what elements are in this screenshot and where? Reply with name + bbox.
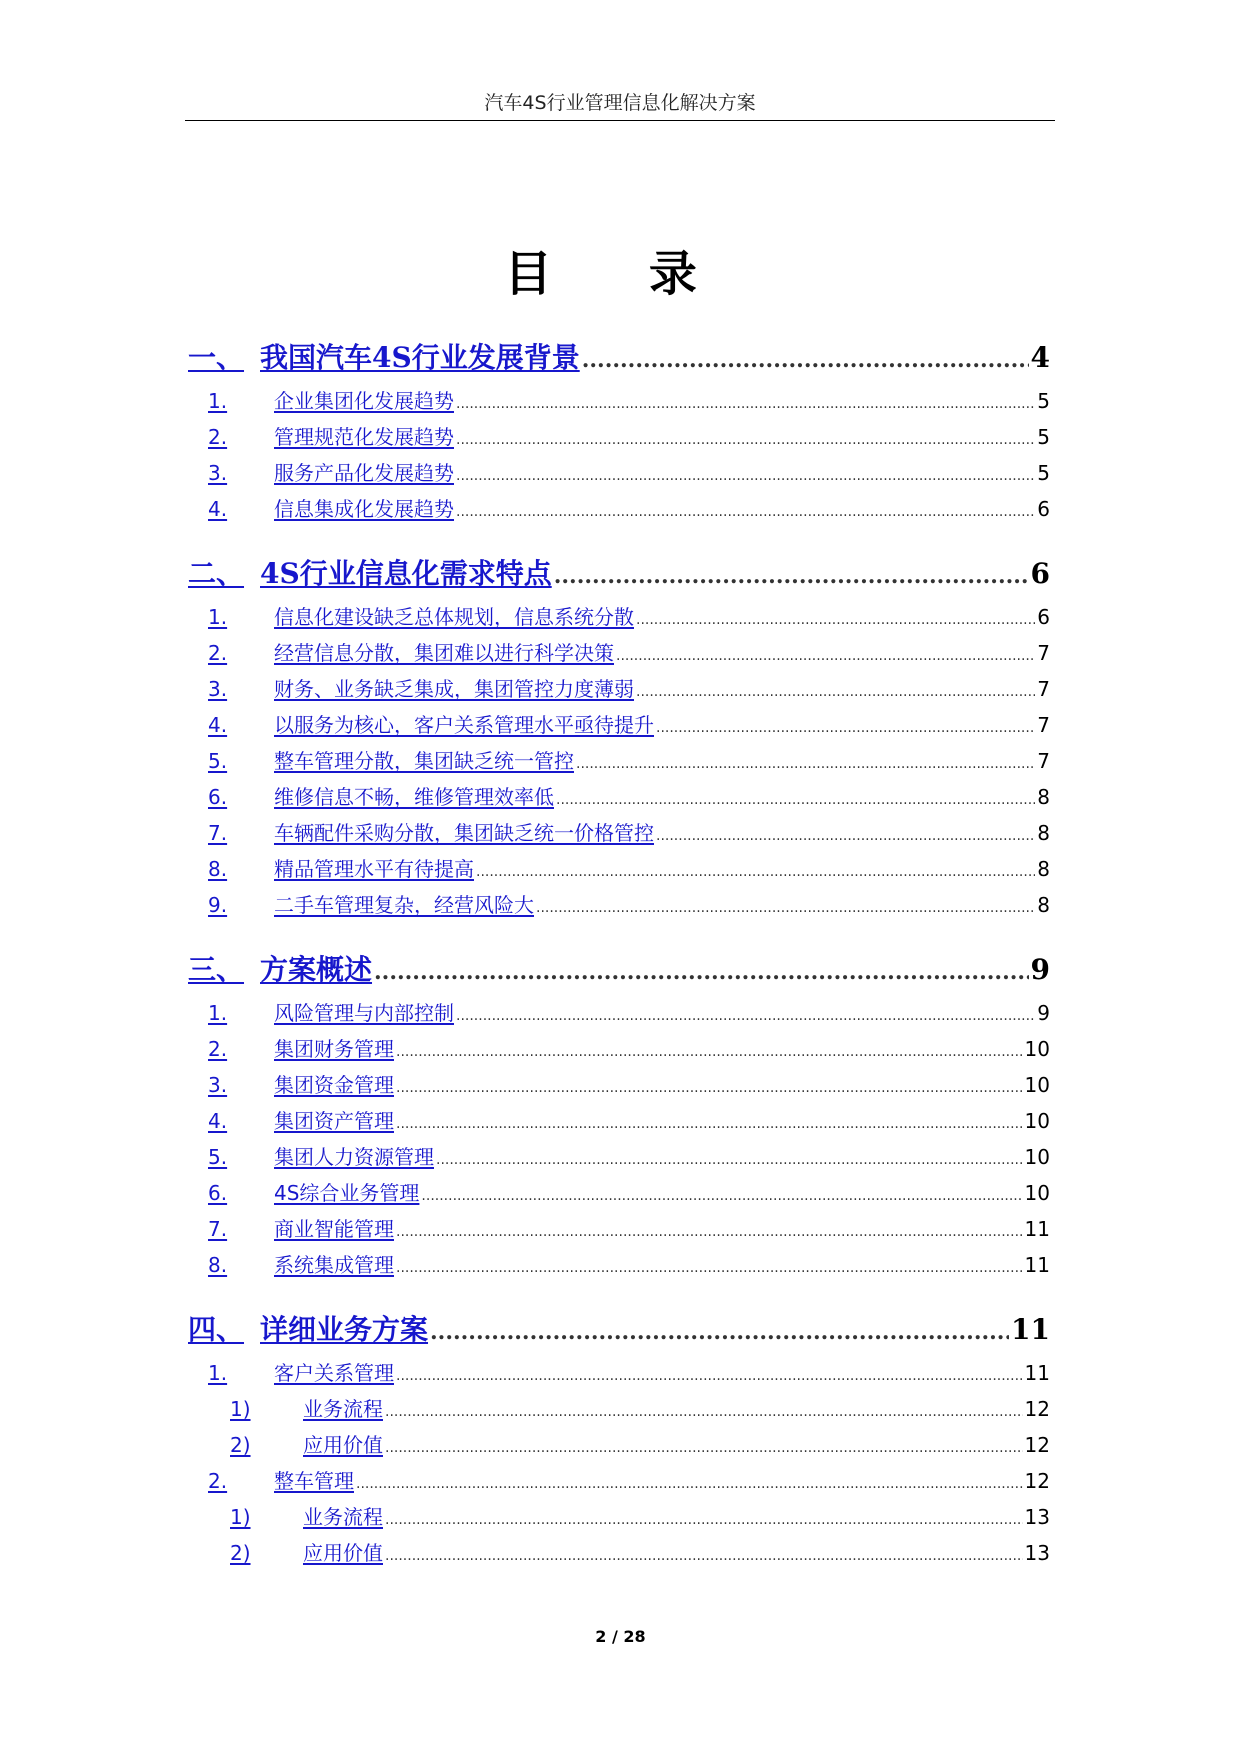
toc-entry-number: 2) xyxy=(230,1433,251,1457)
toc-entry-page: 5 xyxy=(1037,461,1050,485)
toc-entry-page: 9 xyxy=(1037,1001,1050,1025)
toc-entry-title: 维修信息不畅，维修管理效率低 xyxy=(274,785,554,809)
toc-entry-number: 7. xyxy=(208,1217,228,1241)
toc-dot-leader xyxy=(430,1319,1009,1345)
toc-entry-number: 1. xyxy=(208,1001,228,1025)
toc-dot-leader xyxy=(396,1116,1023,1132)
toc-entry xyxy=(188,948,1050,988)
toc-entry-link[interactable] xyxy=(188,745,574,774)
page-header: 汽车4S行业管理信息化解决方案 xyxy=(484,92,756,114)
toc-dot-leader xyxy=(396,1260,1023,1276)
toc-dot-leader xyxy=(476,864,1035,880)
toc-entry-link[interactable] xyxy=(188,853,474,882)
toc-entry-page: 13 xyxy=(1024,1505,1050,1529)
toc-entry-number: 8. xyxy=(208,1253,228,1277)
toc-entry-link[interactable] xyxy=(188,552,552,592)
toc-entry-link[interactable] xyxy=(188,1429,383,1458)
toc-entry xyxy=(188,552,1050,592)
toc-entry-page: 8 xyxy=(1037,821,1050,845)
toc-entry-page: 8 xyxy=(1037,785,1050,809)
toc-entry-title: 风险管理与内部控制 xyxy=(274,1001,454,1025)
toc-entry-number: 2. xyxy=(208,1469,228,1493)
toc-entry xyxy=(188,601,1050,630)
toc-entry xyxy=(188,1069,1050,1098)
toc-entry xyxy=(188,385,1050,414)
toc-dot-leader xyxy=(616,648,1035,664)
toc-dot-leader xyxy=(636,684,1035,700)
toc-entry xyxy=(188,637,1050,666)
page-number: 2 / 28 xyxy=(595,1627,646,1646)
toc-dot-leader xyxy=(356,1476,1023,1492)
toc-dot-leader xyxy=(456,468,1035,484)
toc-entry-title: 财务、业务缺乏集成，集团管控力度薄弱 xyxy=(274,677,634,701)
toc-entry-title: 管理规范化发展趋势 xyxy=(274,425,454,449)
toc-entry-title: 4S综合业务管理 xyxy=(274,1181,420,1205)
toc-entry xyxy=(188,745,1050,774)
toc-entry xyxy=(188,1105,1050,1134)
toc-entry-number: 7. xyxy=(208,821,228,845)
toc-entry-number: 1. xyxy=(208,389,228,413)
toc-entry-title: 整车管理分散，集团缺乏统一管控 xyxy=(274,749,574,773)
toc-entry xyxy=(188,817,1050,846)
toc-entry-page: 11 xyxy=(1011,1313,1050,1346)
toc-entry-title: 客户关系管理 xyxy=(274,1361,394,1385)
toc-entry-title: 详细业务方案 xyxy=(260,1313,429,1346)
toc-entry-number: 1) xyxy=(230,1505,251,1529)
toc-entry-page: 10 xyxy=(1024,1181,1050,1205)
toc-entry-title: 集团财务管理 xyxy=(274,1037,394,1061)
toc-entry-page: 11 xyxy=(1024,1361,1050,1385)
toc-entry-page: 7 xyxy=(1037,713,1050,737)
toc-entry xyxy=(188,421,1050,450)
toc-entry-page: 10 xyxy=(1024,1109,1050,1133)
toc-entry-number: 4. xyxy=(208,713,228,737)
toc-dot-leader xyxy=(554,563,1029,589)
toc-entry-number: 4. xyxy=(208,1109,228,1133)
toc-dot-leader xyxy=(456,1008,1035,1024)
toc-entry-page: 7 xyxy=(1037,641,1050,665)
toc-dot-leader xyxy=(396,1044,1023,1060)
toc-dot-leader xyxy=(385,1440,1023,1456)
toc-entry-title: 二手车管理复杂，经营风险大 xyxy=(274,893,534,917)
toc-entry-link[interactable] xyxy=(188,457,454,486)
toc-dot-leader xyxy=(374,959,1029,985)
toc-entry xyxy=(188,1141,1050,1170)
toc-entry-link[interactable] xyxy=(188,1357,394,1386)
toc-dot-leader xyxy=(656,828,1035,844)
toc-entry-link[interactable] xyxy=(188,601,634,630)
toc-dot-leader xyxy=(576,756,1035,772)
toc-entry-link[interactable] xyxy=(188,1177,419,1206)
toc-entry-number: 四、 xyxy=(188,1313,245,1346)
toc-entry-page: 6 xyxy=(1037,497,1050,521)
toc-entry-link[interactable] xyxy=(188,1213,394,1242)
toc-entry-number: 3. xyxy=(208,1073,228,1097)
toc-entry-link[interactable] xyxy=(188,493,454,522)
toc-entry-page: 10 xyxy=(1024,1073,1050,1097)
toc-entry xyxy=(188,336,1050,376)
toc-entry-number: 1. xyxy=(208,1361,228,1385)
toc-entry-page: 8 xyxy=(1037,893,1050,917)
toc-entry-title: 4S行业信息化需求特点 xyxy=(260,557,552,590)
toc-entry-page: 13 xyxy=(1024,1541,1050,1565)
toc-entry-link[interactable] xyxy=(188,781,554,810)
toc-entry-page: 9 xyxy=(1030,953,1050,986)
toc-entry-title: 方案概述 xyxy=(260,953,373,986)
toc-dot-leader xyxy=(436,1152,1023,1168)
toc-entry-link[interactable] xyxy=(188,1069,394,1098)
toc-entry-number: 6. xyxy=(208,1181,228,1205)
toc-entry-title: 业务流程 xyxy=(303,1505,383,1529)
toc-entry-title: 整车管理 xyxy=(274,1469,354,1493)
toc-entry-link[interactable] xyxy=(188,1141,434,1170)
toc-entry-title: 集团资金管理 xyxy=(274,1073,394,1097)
toc-entry xyxy=(188,1249,1050,1278)
toc-dot-leader xyxy=(636,612,1035,628)
toc-entry-title: 以服务为核心，客户关系管理水平亟待提升 xyxy=(274,713,654,737)
toc-entry-link[interactable] xyxy=(188,1033,394,1062)
toc-entry-link[interactable] xyxy=(188,1308,428,1348)
toc-entry-title: 服务产品化发展趋势 xyxy=(274,461,454,485)
toc-entry xyxy=(188,781,1050,810)
toc-entry xyxy=(188,493,1050,522)
toc-dot-leader xyxy=(456,504,1035,520)
toc-entry-link[interactable] xyxy=(188,948,372,988)
toc-entry-title: 应用价值 xyxy=(303,1433,383,1457)
toc-entry-title: 信息集成化发展趋势 xyxy=(274,497,454,521)
toc-dot-leader xyxy=(385,1548,1023,1564)
toc-entry xyxy=(188,673,1050,702)
toc-entry-number: 4. xyxy=(208,497,228,521)
toc-dot-leader xyxy=(582,347,1029,373)
toc-entry-link[interactable] xyxy=(188,637,614,666)
toc-entry xyxy=(188,1357,1050,1386)
toc-entry-link[interactable] xyxy=(188,421,454,450)
toc-title: 目 录 xyxy=(504,246,737,302)
toc-entry-number: 二、 xyxy=(188,557,245,590)
toc-entry xyxy=(188,709,1050,738)
toc-entry-number: 5. xyxy=(208,1145,228,1169)
toc-entry xyxy=(188,1308,1050,1348)
toc-entry-page: 7 xyxy=(1037,749,1050,773)
toc-entry xyxy=(188,1177,1050,1206)
toc-entry-page: 10 xyxy=(1024,1145,1050,1169)
toc-dot-leader xyxy=(396,1368,1023,1384)
toc-entry xyxy=(188,457,1050,486)
toc-entry-page: 7 xyxy=(1037,677,1050,701)
toc-entry-page: 8 xyxy=(1037,857,1050,881)
toc-entry-number: 2. xyxy=(208,1037,228,1061)
toc-entry-number: 9. xyxy=(208,893,228,917)
toc-entry-number: 2. xyxy=(208,641,228,665)
toc-entry-title: 经营信息分散，集团难以进行科学决策 xyxy=(274,641,614,665)
toc-entry-link[interactable] xyxy=(188,1465,354,1494)
toc-dot-leader xyxy=(385,1404,1023,1420)
toc-entry-link[interactable] xyxy=(188,997,454,1026)
toc-entry xyxy=(188,1429,1050,1458)
toc-entry xyxy=(188,853,1050,882)
toc-entry-link[interactable] xyxy=(188,1249,394,1278)
toc-entry xyxy=(188,889,1050,918)
toc-dot-leader xyxy=(396,1224,1023,1240)
toc-entry-number: 3. xyxy=(208,677,228,701)
toc-entry-page: 12 xyxy=(1024,1433,1050,1457)
toc-entry-link[interactable] xyxy=(188,709,654,738)
toc-entry-number: 1. xyxy=(208,605,228,629)
toc-entry-page: 11 xyxy=(1024,1217,1050,1241)
toc-entry-link[interactable] xyxy=(188,385,454,414)
toc-dot-leader xyxy=(656,720,1035,736)
toc-entry-title: 精品管理水平有待提高 xyxy=(274,857,474,881)
header-divider xyxy=(185,120,1055,121)
toc-dot-leader xyxy=(421,1188,1022,1204)
toc-entry-page: 6 xyxy=(1037,605,1050,629)
toc-entry-title: 商业智能管理 xyxy=(274,1217,394,1241)
toc-entry-link[interactable] xyxy=(188,673,634,702)
toc-entry-title: 信息化建设缺乏总体规划，信息系统分散 xyxy=(274,605,634,629)
toc-dot-leader xyxy=(536,900,1035,916)
toc-entry xyxy=(188,1033,1050,1062)
toc-entry-number: 3. xyxy=(208,461,228,485)
toc-entry-title: 车辆配件采购分散，集团缺乏统一价格管控 xyxy=(274,821,654,845)
toc-dot-leader xyxy=(396,1080,1023,1096)
toc-entry-link[interactable] xyxy=(188,1393,383,1422)
toc-entry-number: 8. xyxy=(208,857,228,881)
toc-entry-page: 12 xyxy=(1024,1397,1050,1421)
toc-entry xyxy=(188,1537,1050,1566)
toc-entry-page: 5 xyxy=(1037,425,1050,449)
toc-entry-page: 4 xyxy=(1030,341,1050,374)
toc-entry xyxy=(188,1465,1050,1494)
toc-entry xyxy=(188,1393,1050,1422)
toc-entry-number: 5. xyxy=(208,749,228,773)
toc-dot-leader xyxy=(456,432,1035,448)
toc-entry-number: 2) xyxy=(230,1541,251,1565)
toc-entry-link[interactable] xyxy=(188,1537,383,1566)
toc-entry-number: 1) xyxy=(230,1397,251,1421)
toc-dot-leader xyxy=(385,1512,1023,1528)
toc-entry-page: 6 xyxy=(1030,557,1050,590)
toc-entry-title: 业务流程 xyxy=(303,1397,383,1421)
toc-entry-link[interactable] xyxy=(188,1501,383,1530)
toc-entry-title: 我国汽车4S行业发展背景 xyxy=(260,341,580,374)
toc-entry-title: 企业集团化发展趋势 xyxy=(274,389,454,413)
toc-entry-number: 2. xyxy=(208,425,228,449)
toc-entry-page: 12 xyxy=(1024,1469,1050,1493)
toc-entry xyxy=(188,997,1050,1026)
toc-entry-link[interactable] xyxy=(188,336,580,376)
toc-entry xyxy=(188,1501,1050,1530)
toc-dot-leader xyxy=(456,396,1035,412)
toc-dot-leader xyxy=(556,792,1035,808)
toc-entry-page: 10 xyxy=(1024,1037,1050,1061)
toc-entry-number: 一、 xyxy=(188,341,245,374)
toc-entry-title: 集团人力资源管理 xyxy=(274,1145,434,1169)
toc-entry-title: 应用价值 xyxy=(303,1541,383,1565)
toc-entry-link[interactable] xyxy=(188,817,654,846)
toc-entry-title: 集团资产管理 xyxy=(274,1109,394,1133)
toc-entry-link[interactable] xyxy=(188,889,534,918)
toc-entry-page: 11 xyxy=(1024,1253,1050,1277)
toc-entry-title: 系统集成管理 xyxy=(274,1253,394,1277)
toc-entry-page: 5 xyxy=(1037,389,1050,413)
toc-entry-number: 三、 xyxy=(188,953,245,986)
toc-entry-number: 6. xyxy=(208,785,228,809)
toc-entry-link[interactable] xyxy=(188,1105,394,1134)
toc-entry xyxy=(188,1213,1050,1242)
